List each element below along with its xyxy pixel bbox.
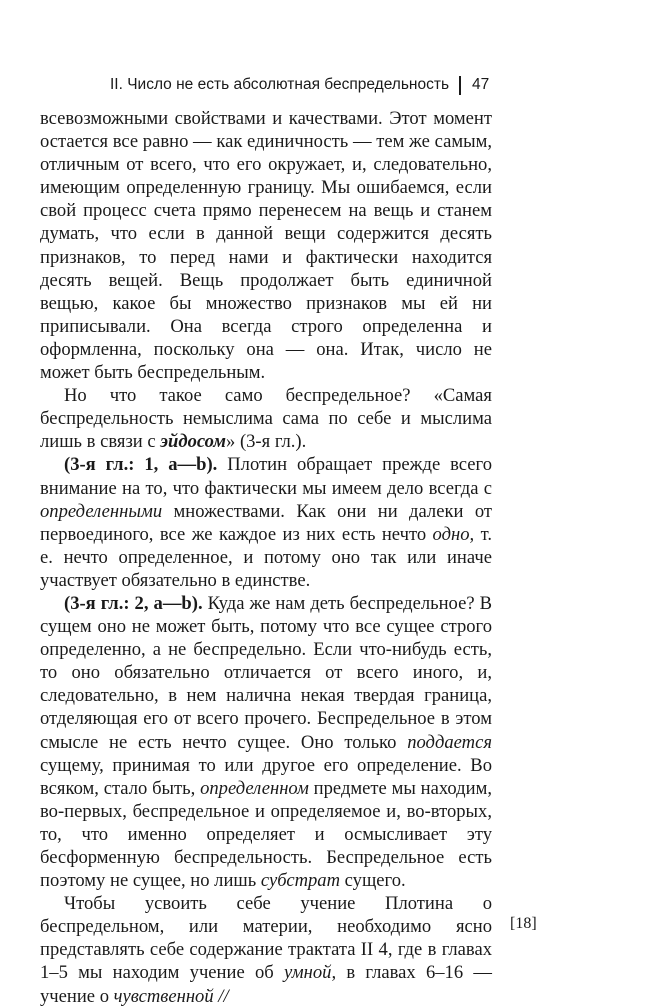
paragraph [40,453,492,592]
emphasis-term: определенном [200,777,309,799]
text-run: сущему, принимая то или другое его определение. Во всяком, стало быть, [40,754,492,799]
paragraph [40,592,492,892]
text-run: Но что такое само беспредельное? «Самая беспредельность немыслима сама по себе и мыслима лишь в связи с [40,385,492,453]
paragraph [40,107,492,384]
emphasis-term: умной, [283,962,337,984]
page-number: 47 [472,76,490,93]
emphasis-term: определенными [40,500,163,522]
main-text [40,107,492,1008]
text-run: Куда же нам деть беспредельное? В сущем оно не может быть, потому что все сущее строго определенно, а не беспредельно. Если что-нибудь есть, то оно обязательно отличается от всего иного, и, следовательно, в нем налична некая твердая граница, отделяющая его от всего прочего. Беспредельное в этом смысле не есть нечто сущее. Оно только [40,592,492,753]
paragraph [40,384,492,453]
emphasis-term: чувственной // [113,985,229,1007]
text-run: множествами. Как они ни далеки от первоединого, все же каждое из них есть нечто [40,500,492,545]
emphasis-term: поддается [407,731,492,753]
header-separator [459,76,461,95]
paragraph-text: всевозможными свойствами и качествами. Этот момент остается все равно — как единичность — тем же самым, отличным от всего, что его окружает, и, следовательно, имеющим определенную границу. Мы ошибаемся, если свой процесс счета прямо перенесем на вещь и станем думать, что если в данной вещи содержится десять признаков, то перед нами и фактически находится десять вещей. Вещь продолжает быть единичной вещью, какое бы множество признаков мы ей ни приписывали. Она всегда строго определенна и оформленна, поскольку она — она. Итак, число не может быть беспредельным. [40,108,492,384]
text-run: т. е. нечто определенное, и потому оно так или иначе участвует обязательно в единстве. [40,523,492,591]
text-run: Чтобы усвоить себе учение Плотина о беспредельном, или материи, необходимо ясно представлять себе содержание трактата II 4, где в главах 1–5 мы находим учение об [40,893,492,984]
chapter-title: II. Число не есть абсолютная беспредельность [110,76,450,93]
text-run: » (3-я гл.). [226,431,307,453]
chapter-reference: (3-я гл.: 2, a—b). [64,592,203,614]
emphasis-term: субстрат [260,870,341,892]
text-run: в главах 6–16 — учение о [40,962,492,1007]
paragraph [40,892,492,1007]
emphasis-term: эйдосом [160,431,226,453]
text-run: предмете мы находим, во-первых, беспредельное и определяемое и, во-вторых, то, что именно определяет и осмысливает эту бесформенную беспредельность. Беспредельное есть поэтому не сущее, но лишь [40,777,492,892]
chapter-reference: (3-я гл.: 1, a—b). [64,454,218,476]
margin-page-reference: [18] [510,915,537,932]
emphasis-term: одно, [432,523,475,545]
text-run: Плотин обращает прежде всего внимание на то, что фактически мы имеем дело всегда с [40,454,492,499]
text-run: сущего. [340,870,406,892]
running-header [110,72,500,98]
